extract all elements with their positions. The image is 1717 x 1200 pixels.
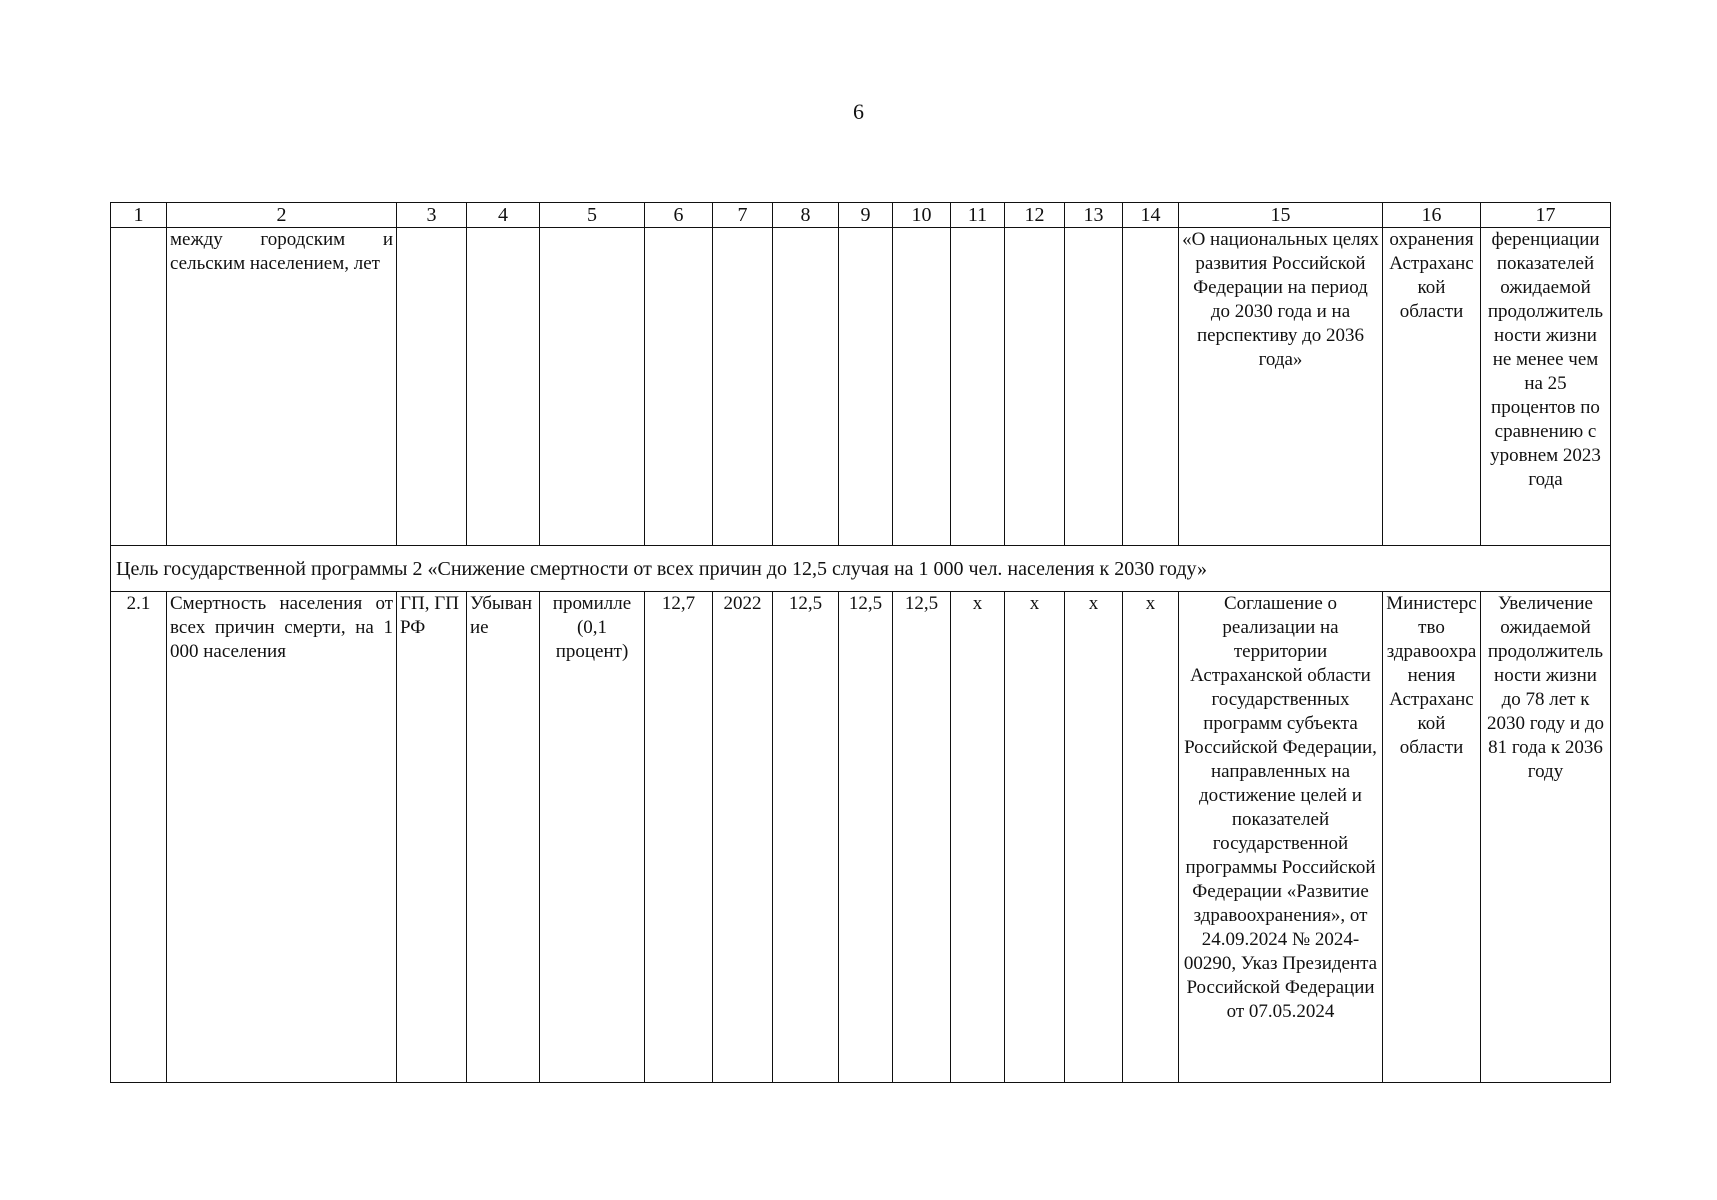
responsible-cell: Министерство здравоохранения Астраханской области	[1383, 592, 1481, 1083]
table-cell	[893, 228, 951, 546]
basis-document-cell: «О национальных целях развития Российской Федерации на период до 2030 года и на перспективу до 2036 года»	[1179, 228, 1383, 546]
table-cell	[467, 228, 540, 546]
national-goal-cell: Увеличение ожидаемой продолжительности жизни до 78 лет к 2030 году и до 81 года к 2036 году	[1481, 592, 1611, 1083]
header-cell: 17	[1481, 203, 1611, 228]
header-cell: 2	[167, 203, 397, 228]
header-cell: 15	[1179, 203, 1383, 228]
table-cell	[540, 228, 645, 546]
table-cell	[1065, 228, 1123, 546]
table-cell	[397, 228, 467, 546]
table-row	[111, 592, 1611, 1083]
header-cell: 4	[467, 203, 540, 228]
table-cell	[1123, 228, 1179, 546]
header-cell: 12	[1005, 203, 1065, 228]
header-cell: 16	[1383, 203, 1481, 228]
value-cell: 12,5	[839, 592, 893, 1083]
table-cell	[839, 228, 893, 546]
header-cell: 6	[645, 203, 713, 228]
header-cell: 1	[111, 203, 167, 228]
value-cell: 12,5	[773, 592, 839, 1083]
table-row	[111, 228, 1611, 546]
value-cell: х	[1123, 592, 1179, 1083]
table-cell	[713, 228, 773, 546]
goal-row	[111, 546, 1611, 592]
header-cell: 7	[713, 203, 773, 228]
page-number: 6	[853, 99, 864, 124]
value-cell: х	[951, 592, 1005, 1083]
indicator-number-cell: 2.1	[111, 592, 167, 1083]
header-cell: 13	[1065, 203, 1123, 228]
base-value-cell: 12,7	[645, 592, 713, 1083]
value-cell: х	[1005, 592, 1065, 1083]
header-cell: 5	[540, 203, 645, 228]
indicator-name-cell: между городским и сельским населением, лет	[167, 228, 397, 546]
column-number-row	[111, 203, 1611, 228]
header-cell: 10	[893, 203, 951, 228]
table-cell	[951, 228, 1005, 546]
program-goal: Цель государственной программы 2 «Снижение смертности от всех причин до 12,5 случая на 1 000 чел. населения к 2030 году»	[111, 546, 1611, 592]
responsible-cell: охранения Астраханской области	[1383, 228, 1481, 546]
header-cell: 3	[397, 203, 467, 228]
table-cell	[1005, 228, 1065, 546]
value-cell: х	[1065, 592, 1123, 1083]
level-cell: ГП, ГП РФ	[397, 592, 467, 1083]
national-goal-cell: ференциации показателей ожидаемой продолжительности жизни не менее чем на 25 процентов по сравнению с уровнем 2023 года	[1481, 228, 1611, 546]
indicators-table	[110, 202, 1611, 1083]
table-cell	[645, 228, 713, 546]
table-cell	[111, 228, 167, 546]
value-cell: 12,5	[893, 592, 951, 1083]
indicator-name-cell: Смертность населения от всех причин смерти, на 1 000 населения	[167, 592, 397, 1083]
base-year-cell: 2022	[713, 592, 773, 1083]
header-cell: 14	[1123, 203, 1179, 228]
basis-document-cell: Соглашение о реализации на территории Астраханской области государственных программ субъекта Российской Федерации, направленных на достижение целей и показателей государственной программы Российской Федерации «Развитие здравоохранения», от 24.09.2024 № 2024-00290, Указ Президента Российской Федерации от 07.05.2024	[1179, 592, 1383, 1083]
header-cell: 8	[773, 203, 839, 228]
header-cell: 11	[951, 203, 1005, 228]
header-cell: 9	[839, 203, 893, 228]
unit-cell: промилле (0,1 процент)	[540, 592, 645, 1083]
trend-cell: Убывание	[467, 592, 540, 1083]
table-cell	[773, 228, 839, 546]
